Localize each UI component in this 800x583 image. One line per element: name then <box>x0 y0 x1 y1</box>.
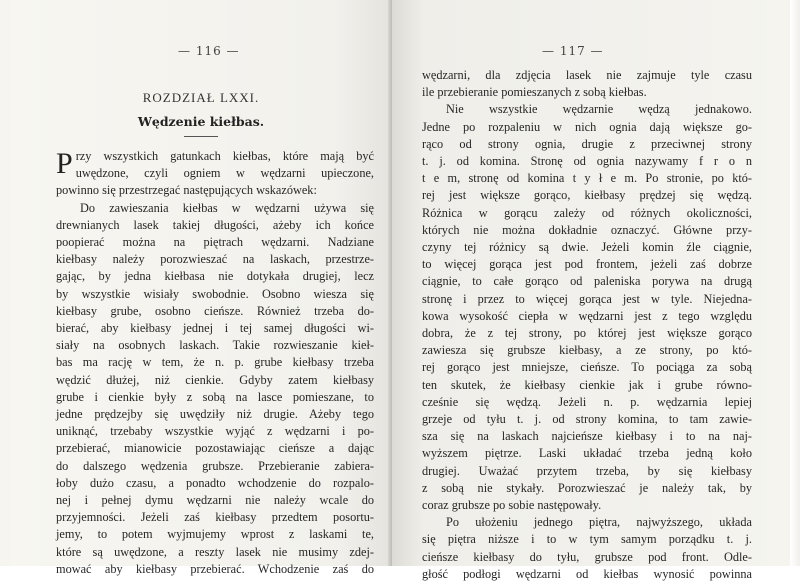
text-line: rąco od strony ognia, drugie z przeciwnej strony <box>422 136 752 151</box>
text-line: do dalszego wędzenia grubsze. Przebieranie zabiera- <box>56 458 374 473</box>
text-line: Do zawieszania kiełbas w wędzarni używa się <box>80 200 374 215</box>
text-line: mować aby kiełbasy przebierać. Wchodzenie zaś do <box>56 561 374 576</box>
text-line: głość podłogi wędzarni od kiełbas wynosić powinna <box>422 566 752 581</box>
text-line: przyjemności. Jeżeli zaś kiełbasy przedtem posortu- <box>56 510 374 525</box>
text-line: ten skutek, że kiełbasy cienkie jak i grube równo- <box>422 377 752 392</box>
text-line: jedne prędzejby się uwędziły niż drugie. Ażeby tego <box>56 407 374 422</box>
page-edge <box>790 0 800 566</box>
text-line: kiełbasy grube, osobno cieńsze. Również trzeba do- <box>56 303 374 318</box>
text-line: z sobą nie stykały. Porozwieszać je należy tak, by <box>422 480 752 495</box>
text-line: kowa wysokość ciepła w wędzarni jest z tego względu <box>422 308 752 323</box>
text-line: grube i cienkie były z sobą na lasce pomieszane, to <box>56 389 374 404</box>
text-line: by wszystkie wisiały swobodnie. Osobno wiesza się <box>56 286 374 301</box>
text-line: Nie wszystkie wędzarnie wędzą jednakowo. <box>446 102 752 117</box>
text-line: które są uwędzone, a reszty lasek nie musimy zdej- <box>56 544 374 559</box>
text-line: się piętra niższe i to w tym samym porządku t. j. <box>422 532 752 547</box>
text-line: Po ułożeniu jednego piętra, najwyższego, układa <box>446 515 752 530</box>
text-line: których nie można dokładnie oznaczyć. Główne przy- <box>422 222 752 237</box>
text-line: wędzić dłużej, niż cienkie. Gdyby zatem kiełbasy <box>56 372 374 387</box>
text-line: cześnie się wędzą. Jeżeli n. p. wędzarnia lepiej <box>422 394 752 409</box>
text-line: uwędzone, czyli ogniem w wędzarni upieczone, <box>75 166 374 181</box>
title-rule <box>184 136 218 137</box>
text-line: Jedne po rozpaleniu w nich ognia dają większe go- <box>422 119 752 134</box>
text-line: rzy wszystkich gatunkach kiełbas, które mają być <box>75 149 374 163</box>
text-line: sza się na laskach najcieńsze kiełbasy i to na naj- <box>422 429 752 444</box>
text-line: przebierać, mianowicie pozostawiając cieńsze a dając <box>56 441 374 456</box>
section-title: Wędzenie kiełbas. <box>137 114 265 129</box>
text-line: wyższem piętrze. Laski układać trzeba jedną koło <box>422 446 752 461</box>
page-number-right: — 117 — <box>542 44 604 58</box>
text-line: powinno się przestrzegać następujących wskazówek: <box>56 183 317 198</box>
text-line: dobra, że z tej strony, po której jest większe gorąco <box>422 326 752 341</box>
text-line: rej gorąco jest mniejsze, cieńsze. To pociąga za sobą <box>422 360 752 375</box>
text-line: rej jest większe gorąco, kiełbasy prędzej się wędzą. <box>422 188 752 203</box>
text-line: ciągnie, to całe gorąco od paleniska porywa na drugą <box>422 274 752 289</box>
text-line: ile przebieranie pomieszanych z sobą kiełbas. <box>422 85 647 100</box>
text-line: coraz grubsze po sobie następowały. <box>422 498 602 513</box>
text-line: stronę i przez to więcej gorąca jest w tyle. Niejedna- <box>422 291 752 306</box>
text-line: poopierać można na piętrach wędzarni. Nadziane <box>56 235 374 250</box>
text-line: siały na osobnych laskach. Takie rozwieszanie kieł- <box>56 338 374 353</box>
text-line: drewnianych lasek takiej długości, ażeby ich końce <box>56 217 374 232</box>
drop-cap: P <box>56 147 73 180</box>
text-line: czyny tej różnicy są dwie. Jeżeli komin źle ciągnie, <box>422 240 752 255</box>
text-line: cieńsze kiełbasy do tyłu, grubsze pod front. Odle- <box>422 549 752 564</box>
text-line: zawiesza się grubsze kiełbasy, a ze strony, po któ- <box>422 343 752 358</box>
left-body-text <box>56 148 374 578</box>
left-page <box>10 0 392 576</box>
text-line: t e m, stronę od komina t y ł e m. Po stronie, po któ- <box>422 171 752 186</box>
text-line: gając, by jedna kiełbasa nie dotykała drugiej, lecz <box>56 269 374 284</box>
text-line: wędzarni, dla zdjęcia lasek nie zajmuje tyle czasu <box>422 68 752 82</box>
text-line: jemy, to potem wyjmujemy wprost z laskami te, <box>56 527 374 542</box>
text-line: drugiej. Uważać przytem trzeba, by się kiełbasy <box>422 463 752 478</box>
right-body-text <box>422 67 752 583</box>
text-line: to więcej gorąca jest pod frontem, jeżeli zaś dobrze <box>422 257 752 272</box>
text-line: kiełbasy należy porozwieszać na laskach, przestrze- <box>56 252 374 267</box>
text-line: nej i pełnej dymu wędzarni nie należy wcale do <box>56 493 374 508</box>
text-line: bierać, aby kiełbasy jednej i tej samej długości wi- <box>56 321 374 336</box>
right-page <box>392 0 790 581</box>
text-line: grzeje od tyłu t. j. od strony komina, to tam zawie- <box>422 412 752 427</box>
text-line: uniknąć, trzebaby wszystkie wyjąć z wędzarni i po- <box>56 424 374 439</box>
text-line: Różnica w gorącu zależy od różnych okoliczności, <box>422 205 752 220</box>
page-number-left: — 116 — <box>178 44 240 58</box>
text-line: bas ma rację w tem, że n. p. grube kiełbasy trzeba <box>56 355 374 370</box>
chapter-heading: ROZDZIAŁ LXXI. <box>142 90 260 105</box>
text-line: t. j. od komina. Stronę od ognia nazywamy f r o n <box>422 154 752 169</box>
text-line: łoby dużo czasu, a ponadto wchodzenie do rozpalo- <box>56 475 374 490</box>
